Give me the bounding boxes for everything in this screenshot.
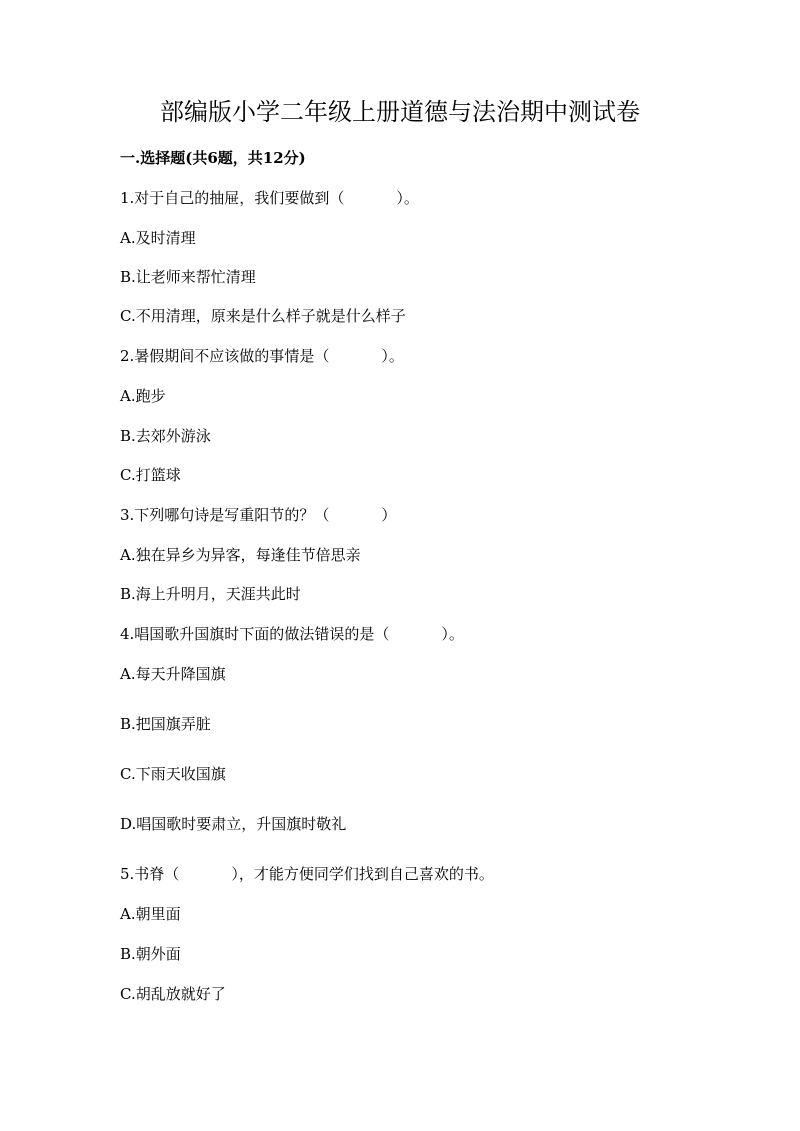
question-4-stem-after: ）。 xyxy=(441,625,464,643)
question-3-option-b: B.海上升明月，天涯共此时 xyxy=(120,585,301,603)
question-1-option-b: B.让老师来帮忙清理 xyxy=(120,268,256,286)
question-1-option-a: A.及时清理 xyxy=(120,229,196,247)
question-5-option-b: B.朝外面 xyxy=(120,945,181,963)
question-4-option-d: D.唱国歌时要肃立，升国旗时敬礼 xyxy=(120,815,347,833)
question-2-option-b: B.去郊外游泳 xyxy=(120,427,211,445)
question-1-stem-before: 1.对于自己的抽屉，我们要做到（ xyxy=(120,189,345,207)
section-heading: 一.选择题(共6题，共12分) xyxy=(120,149,306,167)
question-1-stem xyxy=(120,188,419,208)
question-5-option-c: C.胡乱放就好了 xyxy=(120,985,226,1003)
question-3-stem-after: ） xyxy=(381,506,397,524)
question-2-stem xyxy=(120,346,404,366)
question-2-option-c: C.打篮球 xyxy=(120,466,181,484)
question-2-stem-before: 2.暑假期间不应该做的事情是（ xyxy=(120,347,330,365)
question-2-stem-after: ）。 xyxy=(381,347,404,365)
question-5-option-a: A.朝里面 xyxy=(120,905,181,923)
question-4-stem-before: 4.唱国歌升国旗时下面的做法错误的是（ xyxy=(120,625,390,643)
question-3-stem-before: 3.下列哪句诗是写重阳节的？（ xyxy=(120,506,330,524)
question-4-option-a: A.每天升降国旗 xyxy=(120,665,226,683)
question-1-stem-after: ）。 xyxy=(396,189,419,207)
question-5-stem-before: 5.书脊（ xyxy=(120,865,180,883)
question-4-stem xyxy=(120,624,464,644)
question-4-option-b: B.把国旗弄脏 xyxy=(120,715,211,733)
question-4-option-c: C.下雨天收国旗 xyxy=(120,765,226,783)
question-5-stem xyxy=(120,864,494,884)
question-3-option-a: A.独在异乡为异客，每逢佳节倍思亲 xyxy=(120,546,361,564)
question-5-stem-after: ），才能方便同学们找到自己喜欢的书。 xyxy=(231,865,494,883)
page-title: 部编版小学二年级上册道德与法治期中测试卷 xyxy=(160,98,640,126)
question-1-option-c: C.不用清理，原来是什么样子就是什么样子 xyxy=(120,307,406,325)
question-3-stem xyxy=(120,505,396,525)
question-2-option-a: A.跑步 xyxy=(120,387,166,405)
